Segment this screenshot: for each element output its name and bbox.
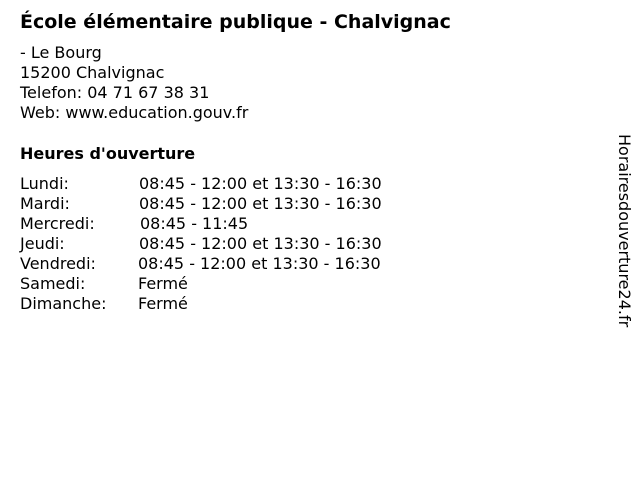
day-hours: 08:45 - 12:00 et 13:30 - 16:30 <box>139 174 382 193</box>
day-hours: 08:45 - 11:45 <box>140 214 249 233</box>
contact-info <box>20 43 248 123</box>
hours-row-friday <box>20 254 382 274</box>
web-line: Web: www.education.gouv.fr <box>20 103 249 122</box>
hours-row-wednesday <box>20 214 382 234</box>
hours-heading: Heures d'ouverture <box>20 144 196 163</box>
hours-row-saturday <box>20 274 382 294</box>
day-label: Samedi: <box>20 274 86 293</box>
address-line: - Le Bourg <box>20 43 102 62</box>
day-hours: 08:45 - 12:00 et 13:30 - 16:30 <box>139 234 382 253</box>
day-label: Jeudi: <box>20 234 65 253</box>
day-hours: 08:45 - 12:00 et 13:30 - 16:30 <box>139 194 382 213</box>
day-hours: 08:45 - 12:00 et 13:30 - 16:30 <box>138 254 381 273</box>
day-hours: Fermé <box>138 294 188 313</box>
day-label: Mercredi: <box>20 214 95 233</box>
hours-row-monday <box>20 174 382 194</box>
phone-line: Telefon: 04 71 67 38 31 <box>20 83 210 102</box>
hours-row-sunday <box>20 294 382 314</box>
day-label: Vendredi: <box>20 254 96 273</box>
site-watermark: Horairesdouverture24.fr <box>615 134 634 328</box>
day-label: Mardi: <box>20 194 70 213</box>
hours-row-thursday <box>20 234 382 254</box>
hours-row-tuesday <box>20 194 382 214</box>
city-line: 15200 Chalvignac <box>20 63 165 82</box>
hours-table <box>20 174 382 314</box>
day-label: Lundi: <box>20 174 69 193</box>
day-hours: Fermé <box>138 274 188 293</box>
page-title: École élémentaire publique - Chalvignac <box>20 11 451 33</box>
day-label: Dimanche: <box>20 294 107 313</box>
